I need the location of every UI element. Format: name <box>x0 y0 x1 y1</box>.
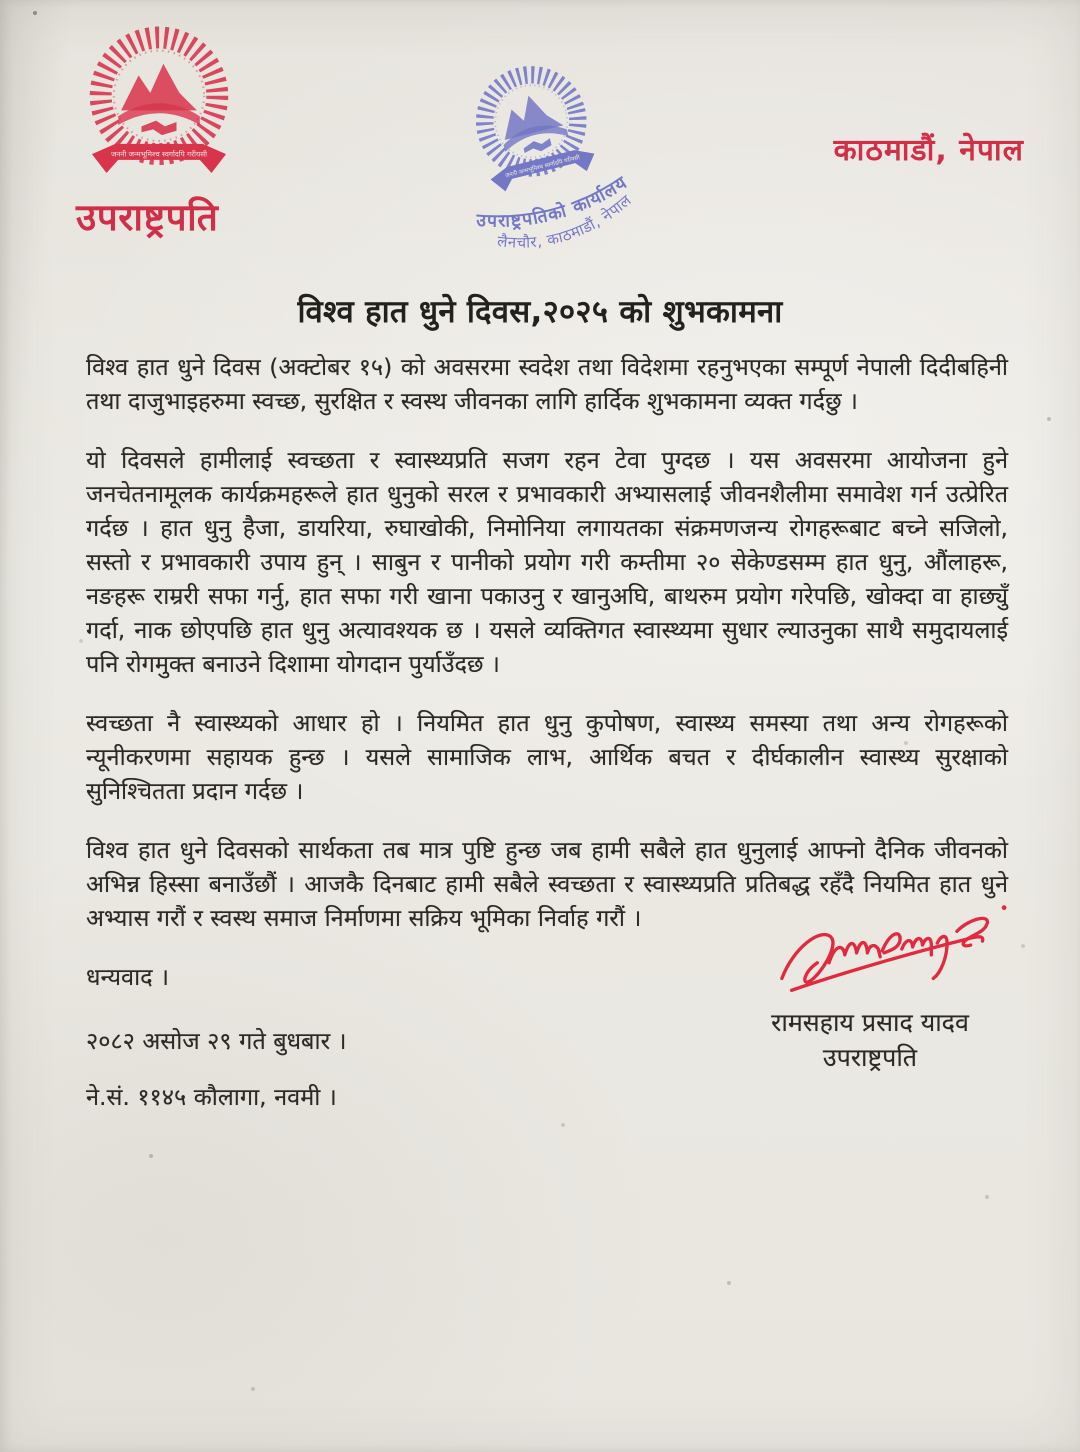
nepal-emblem <box>64 20 254 192</box>
letter-title: विश्व हात धुने दिवस,२०२५ को शुभकामना <box>297 294 783 330</box>
letter-paragraph-1: विश्व हात धुने दिवस (अक्टोबर १५) को अवसरमा स्वदेश तथा विदेशमा रहनुभएका सम्पूर्ण नेपाली दिदीबहिनी तथा दाजुभाइहरुमा स्वच्छ, सुरक्षित र स्वस्थ जीवनका लागि हार्दिक शुभकामना व्यक्त गर्दछु । <box>86 353 1008 415</box>
letter-paragraph-2: यो दिवसले हामीलाई स्वच्छता र स्वास्थ्यप्रति सजग रहन टेवा पुग्दछ । यस अवसरमा आयोजना हुने जनचेतनामूलक कार्यक्रमहरूले हात धुनुको सरल र प्रभावकारी अभ्यासलाई जीवनशैलीमा समावेश गर्न उत्प्रेरित गर्दछ । हात धुनु हैजा, डायरिया, रुघाखोकी, निमोनिया लगायतका संक्रमणजन्य रोगहरूबाट बच्ने सजिलो, सस्तो र प्रभावकारी उपाय हुन् । साबुन र पानीको प्रयोग गरी कम्तीमा २० सेकेण्डसम्म हात धुनु, औंलाहरू, नङहरू राम्ररी सफा गर्नु, हात सफा गरी खाना पकाउनु र खानुअघि, बाथरुम प्रयोग गरेपछि, खोक्दा वा हाछ्युँ गर्दा, नाक छोएपछि हात धुनु अत्यावश्यक छ । यसले व्यक्तिगत स्वास्थ्यमा सुधार ल्याउनुका साथै समुदायलाई पनि रोगमुक्त बनाउने दिशामा योगदान पुर्याउँदछ । <box>86 446 1008 678</box>
signature-block <box>700 888 1040 1076</box>
letter-paragraph-4: विश्व हात धुने दिवसको सार्थकता तब मात्र पुष्टि हुन्छ जब हामी सबैले हात धुनुलाई आफ्नो दैनिक जीवनको अभिन्न हिस्सा बनाउँछौं । आजकै दिनबाट हामी सबैले स्वच्छता र स्वास्थ्यप्रति प्रतिबद्ध रहँदै नियमित हात धुने अभ्यास गरौं र स्वस्थ समाज निर्माणमा सक्रिय भूमिका निर्वाह गरौं । <box>86 836 1008 932</box>
letterhead-office-label: उपराष्ट्रपति <box>76 196 219 239</box>
office-seal-stamp <box>413 34 683 297</box>
paper-speckles <box>0 0 2 2</box>
signature-scribble <box>762 888 1022 1006</box>
date-ns-line: ने.सं. ११४५ कौलागा, नवमी । <box>86 1083 337 1111</box>
signatory-name: रामसहाय प्रसाद यादव <box>771 1008 969 1037</box>
stamp-office-text: उपराष्ट्रपतिको कार्यालय <box>475 172 632 232</box>
date-bs-line: २०८२ असोज २९ गते बुधबार । <box>86 1027 347 1055</box>
stamp-location-text: लैनचौर, काठमाडौं, नेपाल <box>496 191 636 252</box>
letterhead-location: काठमाडौं, नेपाल <box>833 133 1024 168</box>
signatory-title: उपराष्ट्रपति <box>822 1043 918 1072</box>
letter-paragraph-3: स्वच्छता नै स्वास्थ्यको आधार हो । नियमित हात धुनु कुपोषण, स्वास्थ्य समस्या तथा अन्य रोगहरूको न्यूनीकरणमा सहायक हुन्छ । यसले सामाजिक लाभ, आर्थिक बचत र दीर्घकालीन स्वास्थ्य सुरक्षाको सुनिश्चितता प्रदान गर्दछ । <box>86 709 1008 805</box>
closing-thanks: धन्यवाद । <box>86 963 170 991</box>
